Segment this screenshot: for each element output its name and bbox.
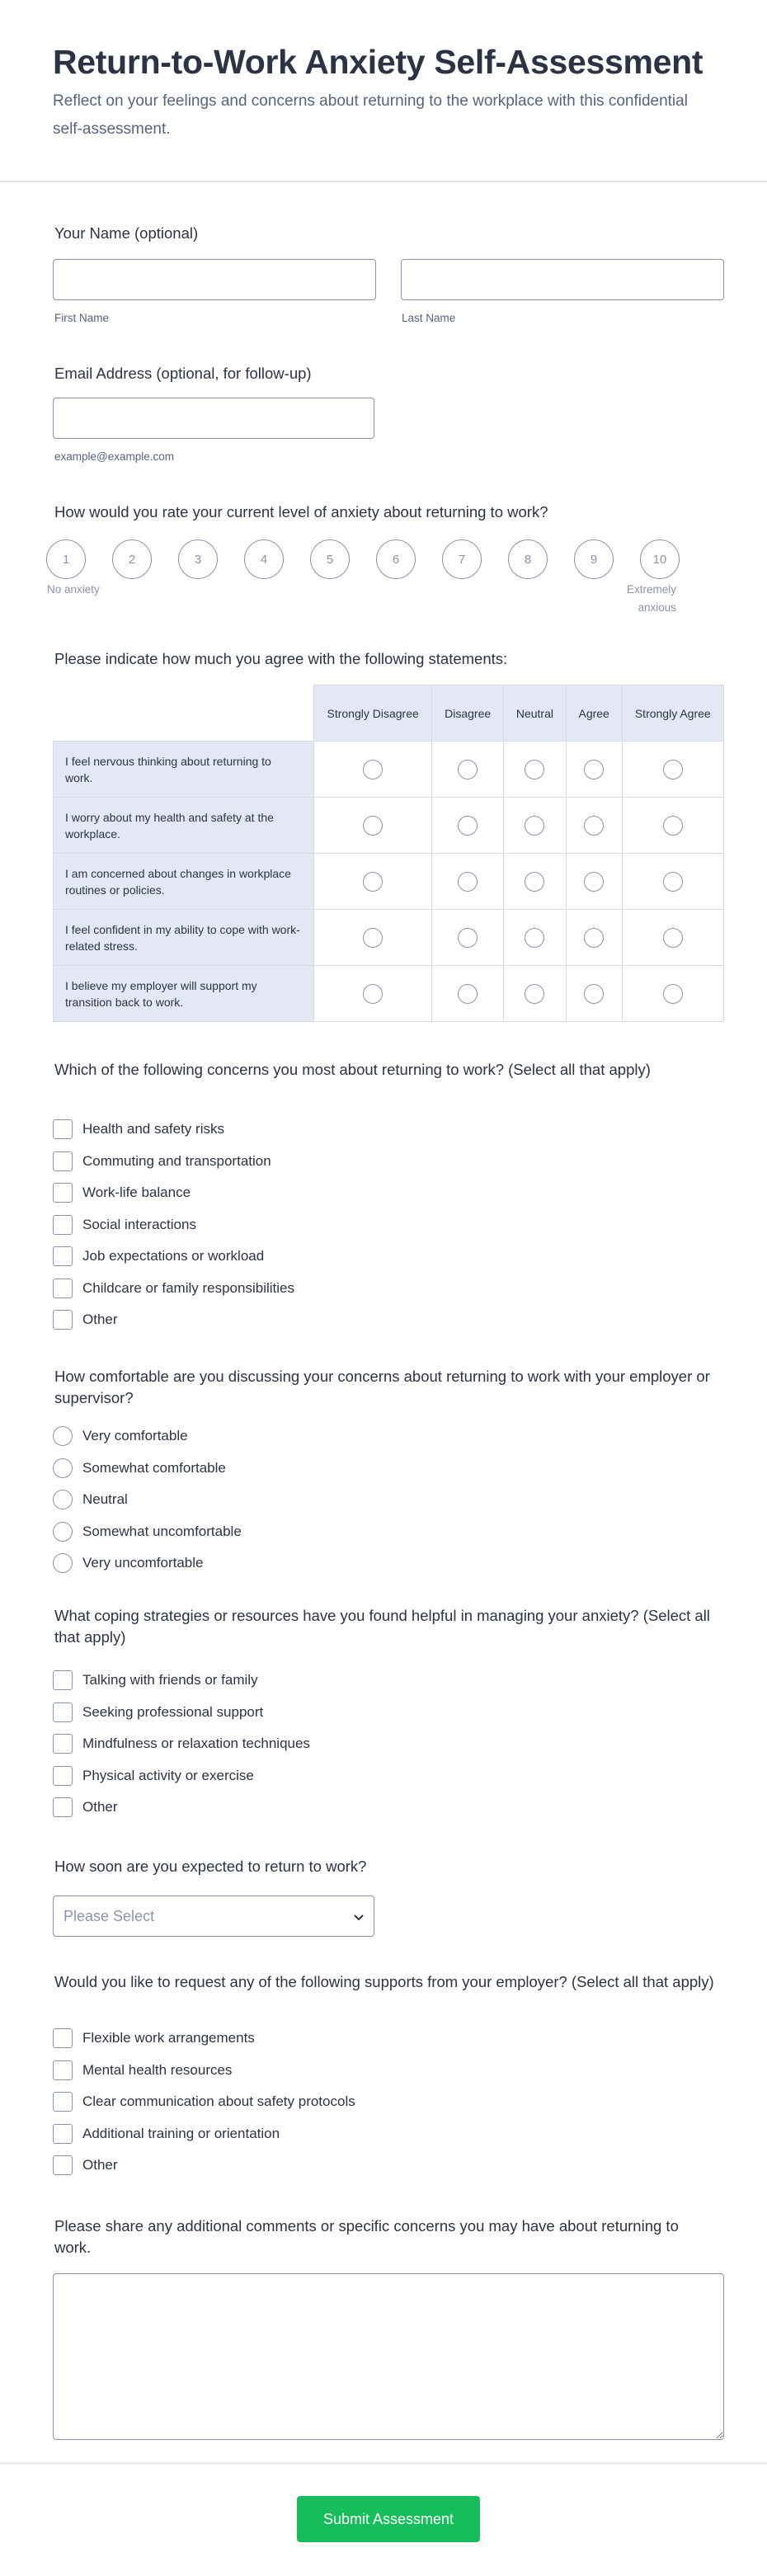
matrix-cell	[432, 910, 504, 966]
coping-option-label: Talking with friends or family	[82, 1672, 258, 1688]
matrix-radio[interactable]	[663, 872, 683, 892]
rating-option-6[interactable]	[376, 539, 416, 579]
coping-label: What coping strategies or resources have you found helpful in managing your anxiety? (Select all that apply)	[54, 1607, 710, 1646]
matrix-radio[interactable]	[663, 816, 683, 836]
matrix-radio[interactable]	[458, 928, 478, 948]
matrix-cell	[566, 798, 622, 854]
matrix-cell	[504, 910, 567, 966]
comfort-option[interactable]	[53, 1521, 242, 1542]
checkbox[interactable]	[53, 1734, 73, 1754]
checkbox[interactable]	[53, 1183, 73, 1203]
supports-label: Would you like to request any of the following supports from your employer? (Select all that apply)	[54, 1973, 714, 1990]
comfort-option-label: Neutral	[82, 1491, 128, 1507]
matrix-radio[interactable]	[363, 928, 383, 948]
matrix-radio[interactable]	[584, 760, 604, 779]
matrix-cell	[622, 798, 723, 854]
rating-option-3[interactable]	[178, 539, 218, 579]
matrix-row	[54, 966, 724, 1022]
coping-option[interactable]	[53, 1765, 254, 1787]
supports-option-label: Flexible work arrangements	[82, 2030, 255, 2046]
rating-min-label: No anxiety	[47, 583, 100, 596]
rating-option-label: 6	[392, 552, 400, 567]
matrix-column-header: Neutral	[504, 685, 567, 742]
matrix-cell	[566, 742, 622, 798]
supports-option-label: Clear communication about safety protocols	[82, 2093, 355, 2109]
matrix-cell	[314, 798, 432, 854]
matrix-radio[interactable]	[663, 984, 683, 1004]
supports-option-label: Other	[82, 2157, 118, 2173]
matrix-radio[interactable]	[584, 984, 604, 1004]
matrix-corner	[54, 685, 314, 742]
rating-option-4[interactable]	[244, 539, 284, 579]
matrix-radio[interactable]	[525, 984, 544, 1004]
radio-button[interactable]	[53, 1553, 73, 1573]
email-sublabel: example@example.com	[54, 450, 175, 463]
rating-option-label: 7	[458, 552, 466, 567]
matrix-cell	[432, 742, 504, 798]
coping-option[interactable]	[53, 1797, 118, 1818]
rating-label: How would you rate your current level of anxiety about returning to work?	[54, 503, 548, 520]
matrix-cell	[432, 798, 504, 854]
rating-option-label: 9	[590, 552, 598, 567]
matrix-radio[interactable]	[363, 872, 383, 892]
chevron-down-icon	[354, 1908, 364, 1925]
rating-option-label: 10	[652, 552, 667, 567]
matrix-cell	[504, 742, 567, 798]
rating-option-1[interactable]	[46, 539, 86, 579]
matrix-cell	[314, 910, 432, 966]
comfort-option-label: Somewhat uncomfortable	[82, 1523, 242, 1539]
concerns-option[interactable]	[53, 1214, 196, 1236]
matrix-cell	[566, 910, 622, 966]
checkbox[interactable]	[53, 1766, 73, 1786]
rating-option-2[interactable]	[112, 539, 152, 579]
matrix-row-label: I am concerned about changes in workplace routines or policies.	[54, 854, 314, 910]
matrix-cell	[566, 966, 622, 1022]
matrix-row-label: I worry about my health and safety at the workplace.	[54, 798, 314, 854]
comfort-option-label: Very comfortable	[82, 1428, 188, 1443]
email-input[interactable]	[53, 398, 374, 439]
matrix-column-header: Disagree	[432, 685, 504, 742]
matrix-cell	[504, 798, 567, 854]
matrix-cell	[622, 966, 723, 1022]
matrix-radio[interactable]	[525, 816, 544, 836]
checkbox[interactable]	[53, 1310, 73, 1330]
matrix-radio[interactable]	[584, 816, 604, 836]
checkbox[interactable]	[53, 1279, 73, 1298]
matrix-cell	[432, 854, 504, 910]
matrix-cell	[314, 854, 432, 910]
checkbox[interactable]	[53, 1797, 73, 1817]
coping-option-label: Physical activity or exercise	[82, 1767, 254, 1783]
matrix-column-header: Strongly Agree	[622, 685, 723, 742]
concerns-option[interactable]	[53, 1309, 118, 1330]
timing-select-value: Please Select	[64, 1907, 155, 1924]
matrix-radio[interactable]	[458, 760, 478, 779]
matrix-row	[54, 798, 724, 854]
checkbox[interactable]	[53, 2155, 73, 2175]
matrix-row	[54, 742, 724, 798]
checkbox[interactable]	[53, 2124, 73, 2144]
supports-option[interactable]	[53, 2060, 232, 2081]
concerns-option[interactable]	[53, 1118, 224, 1140]
radio-button[interactable]	[53, 1490, 73, 1509]
rating-option-8[interactable]	[508, 539, 548, 579]
checkbox[interactable]	[53, 1151, 73, 1171]
comfort-option-label: Somewhat comfortable	[82, 1459, 226, 1476]
concerns-option-label: Childcare or family responsibilities	[82, 1279, 294, 1296]
concerns-option[interactable]	[53, 1151, 271, 1172]
supports-option[interactable]	[53, 2123, 280, 2145]
rating-option-7[interactable]	[442, 539, 482, 579]
rating-option-label: 4	[260, 552, 268, 567]
checkbox[interactable]	[53, 1215, 73, 1235]
rating-option-label: 1	[62, 552, 70, 567]
rating-option-label: 8	[524, 552, 532, 567]
comments-label: Please share any additional comments or specific concerns you may have about returning to work.	[54, 2217, 679, 2256]
concerns-option-label: Commuting and transportation	[82, 1152, 271, 1169]
checkbox[interactable]	[53, 1670, 73, 1690]
supports-option[interactable]	[53, 2091, 355, 2112]
header-divider	[0, 181, 767, 182]
matrix-radio[interactable]	[363, 984, 383, 1004]
footer-divider	[0, 2462, 767, 2465]
coping-option-label: Seeking professional support	[82, 1703, 264, 1720]
timing-label: How soon are you expected to return to work?	[54, 1858, 367, 1875]
comments-textarea[interactable]	[53, 2273, 724, 2440]
name-label: Your Name (optional)	[54, 224, 199, 242]
submit-button[interactable]: Submit Assessment	[297, 2496, 480, 2542]
comfort-option[interactable]	[53, 1425, 188, 1447]
matrix-cell	[314, 966, 432, 1022]
matrix-radio[interactable]	[458, 816, 478, 836]
matrix-column-header: Agree	[566, 685, 622, 742]
coping-option-label: Other	[82, 1799, 118, 1815]
matrix-cell	[504, 966, 567, 1022]
rating-option-label: 2	[128, 552, 136, 567]
matrix-row	[54, 854, 724, 910]
concerns-option-label: Work-life balance	[82, 1184, 191, 1200]
concerns-label: Which of the following concerns you most about returning to work? (Select all that apply)	[54, 1061, 651, 1078]
page-subtitle: Reflect on your feelings and concerns about returning to the workplace with this confidential self-assessment.	[53, 92, 688, 138]
rating-option-label: 5	[326, 552, 334, 567]
checkbox[interactable]	[53, 2028, 73, 2048]
concerns-option[interactable]	[53, 1182, 191, 1203]
matrix-row	[54, 910, 724, 966]
radio-button[interactable]	[53, 1522, 73, 1542]
matrix-row-label: I feel confident in my ability to cope with work-related stress.	[54, 910, 314, 966]
concerns-option-label: Other	[82, 1312, 118, 1327]
matrix-radio[interactable]	[363, 760, 383, 779]
matrix-label: Please indicate how much you agree with the following statements:	[54, 650, 508, 667]
rating-option-9[interactable]	[574, 539, 614, 579]
matrix-column-header: Strongly Disagree	[314, 685, 432, 742]
checkbox[interactable]	[53, 1246, 73, 1266]
comfort-option-label: Very uncomfortable	[82, 1555, 204, 1571]
radio-button[interactable]	[53, 1458, 73, 1478]
matrix-cell	[566, 854, 622, 910]
coping-option[interactable]	[53, 1669, 258, 1691]
rating-option-5[interactable]	[310, 539, 350, 579]
concerns-option-label: Social interactions	[82, 1216, 196, 1232]
comfort-label: How comfortable are you discussing your concerns about returning to work with your employer or supervisor?	[54, 1368, 710, 1406]
matrix-cell	[432, 966, 504, 1022]
rating-option-10[interactable]	[640, 539, 680, 579]
coping-option[interactable]	[53, 1702, 263, 1723]
coping-option-label: Mindfulness or relaxation techniques	[82, 1735, 310, 1751]
matrix-radio[interactable]	[663, 760, 683, 779]
checkbox[interactable]	[53, 2060, 73, 2080]
matrix-radio[interactable]	[525, 760, 544, 779]
comfort-option[interactable]	[53, 1458, 226, 1479]
concerns-option-label: Job expectations or workload	[82, 1248, 265, 1264]
checkbox[interactable]	[53, 1119, 73, 1139]
rating-option-label: 3	[194, 552, 202, 567]
matrix-radio[interactable]	[584, 872, 604, 892]
matrix-cell	[504, 854, 567, 910]
matrix-cell	[622, 742, 723, 798]
last-name-input[interactable]	[401, 259, 724, 300]
matrix-cell	[622, 854, 723, 910]
first-name-sublabel: First Name	[54, 312, 110, 324]
supports-option-label: Additional training or orientation	[82, 2125, 280, 2141]
matrix-cell	[622, 910, 723, 966]
rating-max-label: Extremely anxious	[626, 583, 676, 614]
matrix-cell	[314, 742, 432, 798]
checkbox[interactable]	[53, 2092, 73, 2112]
first-name-input[interactable]	[53, 259, 376, 300]
comfort-option[interactable]	[53, 1552, 203, 1574]
concerns-option[interactable]	[53, 1278, 294, 1299]
matrix-radio[interactable]	[458, 872, 478, 892]
last-name-sublabel: Last Name	[402, 312, 456, 324]
checkbox[interactable]	[53, 1702, 73, 1722]
agreement-matrix	[53, 685, 724, 1022]
matrix-radio[interactable]	[663, 928, 683, 948]
page-title: Return-to-Work Anxiety Self-Assessment	[53, 43, 703, 81]
concerns-option[interactable]	[53, 1246, 264, 1267]
matrix-radio[interactable]	[458, 984, 478, 1004]
coping-option[interactable]	[53, 1733, 310, 1754]
matrix-radio[interactable]	[525, 928, 544, 948]
timing-select[interactable]	[53, 1896, 374, 1937]
concerns-option-label: Health and safety risks	[82, 1121, 224, 1137]
radio-button[interactable]	[53, 1426, 73, 1446]
matrix-radio[interactable]	[525, 872, 544, 892]
email-label: Email Address (optional, for follow-up)	[54, 365, 312, 382]
supports-option[interactable]	[53, 2155, 118, 2176]
comfort-option[interactable]	[53, 1489, 128, 1510]
matrix-radio[interactable]	[584, 928, 604, 948]
matrix-row-label: I believe my employer will support my transition back to work.	[54, 966, 314, 1022]
matrix-row-label: I feel nervous thinking about returning to work.	[54, 742, 314, 798]
supports-option-label: Mental health resources	[82, 2061, 233, 2078]
supports-option[interactable]	[53, 2027, 255, 2049]
matrix-radio[interactable]	[363, 816, 383, 836]
